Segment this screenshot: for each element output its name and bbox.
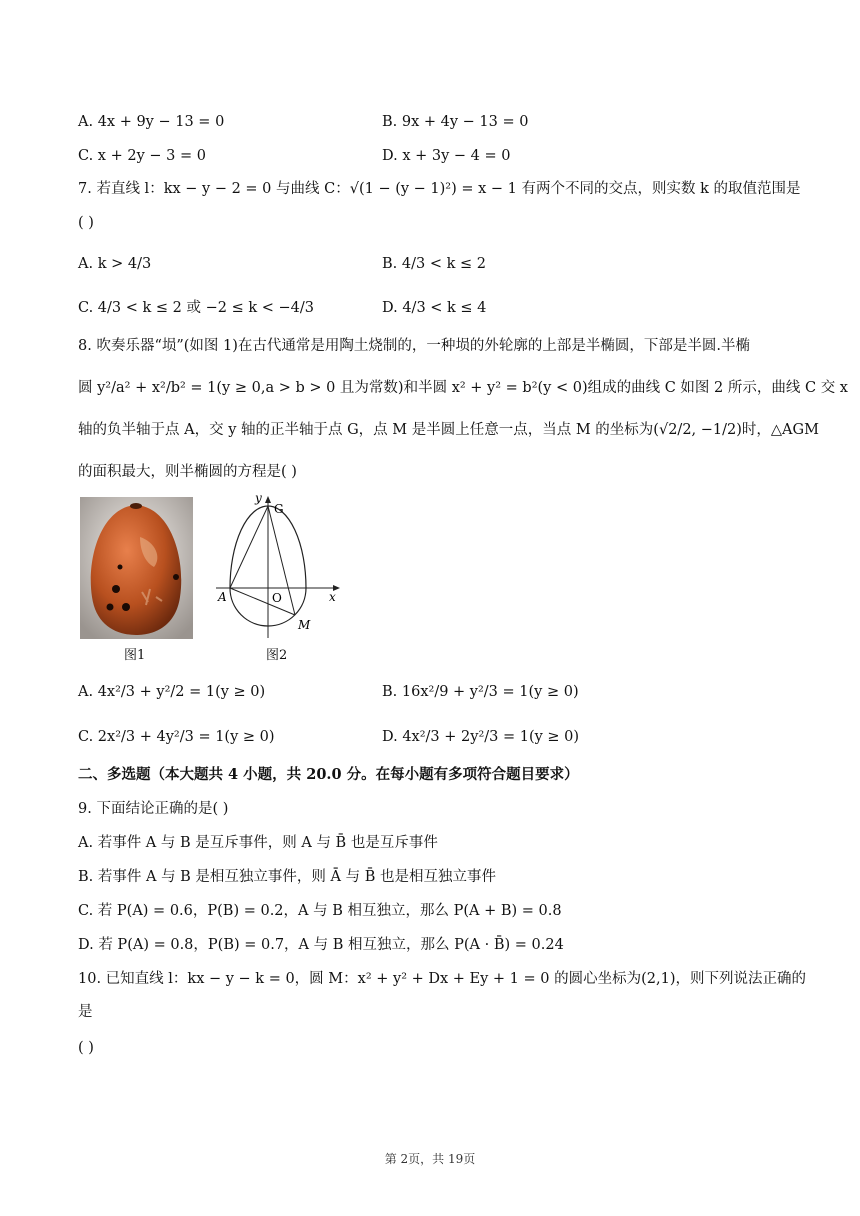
q10-stem-line2: 是 xyxy=(78,1004,93,1020)
q8-option-c: C. 2x²/3 + 4y²/3 = 1(y ≥ 0) xyxy=(78,729,275,745)
q8-option-d: D. 4x²/3 + 2y²/3 = 1(y ≥ 0) xyxy=(382,729,580,745)
q7-option-c: C. 4/3 < k ≤ 2 或 −2 ≤ k < −4/3 xyxy=(78,300,314,316)
xun-photo xyxy=(80,497,193,639)
q8-option-a: A. 4x²/3 + y²/2 = 1(y ≥ 0) xyxy=(78,684,266,700)
q7-option-d: D. 4/3 < k ≤ 4 xyxy=(382,300,487,316)
point-m-label: M xyxy=(298,618,311,632)
q8-stem-line1: 8. 吹奏乐器“埙”(如图 1)在古代通常是用陶土烧制的，一种埙的外轮廓的上部是半椭圆，下部是半圆.半椭 xyxy=(78,338,751,354)
q8-stem-line3: 轴的负半轴于点 A，交 y 轴的正半轴于点 G，点 M 是半圆上任意一点，当点 M 的坐标为(√2/2, −1/2)时，△AGM xyxy=(78,422,819,438)
q10-stem-line1: 10. 已知直线 l：kx − y − k = 0，圆 M：x² + y² + Dx + Ey + 1 = 0 的圆心坐标为(2,1)，则下列说法正确的 xyxy=(78,971,806,987)
q8-option-b: B. 16x²/9 + y²/3 = 1(y ≥ 0) xyxy=(382,684,579,700)
q6-option-d: D. x + 3y − 4 = 0 xyxy=(382,148,511,164)
page-footer: 第 2页，共 19页 xyxy=(384,1152,476,1166)
x-axis-label: x xyxy=(329,590,336,604)
figure-2-caption: 图2 xyxy=(266,648,288,663)
q6-option-b: B. 9x + 4y − 13 = 0 xyxy=(382,114,529,130)
q7-stem-line1: 7. 若直线 l：kx − y − 2 = 0 与曲线 C：√(1 − (y − 1)²) = x − 1 有两个不同的交点，则实数 k 的取值范围是 xyxy=(78,181,801,197)
q9-option-a: A. 若事件 A 与 B 是互斥事件，则 A 与 B̄ 也是互斥事件 xyxy=(78,835,438,851)
figure-1-caption: 图1 xyxy=(124,648,146,663)
point-a-label: A xyxy=(218,590,227,604)
q8-stem-line2: 圆 y²/a² + x²/b² = 1(y ≥ 0,a > b > 0 且为常数)和半圆 x² + y² = b²(y < 0)组成的曲线 C 如图 2 所示，曲线 C 交 x xyxy=(78,380,848,396)
section-heading-multi-choice: 二、多选题（本大题共 4 小题，共 20.0 分。在每小题有多项符合题目要求） xyxy=(78,766,579,783)
q8-stem-line4: 的面积最大，则半椭圆的方程是( ) xyxy=(78,464,297,480)
q9-option-c: C. 若 P(A) = 0.6，P(B) = 0.2，A 与 B 相互独立，那么 P(A + B) = 0.8 xyxy=(78,903,562,919)
q7-option-b: B. 4/3 < k ≤ 2 xyxy=(382,256,486,272)
curve-diagram xyxy=(212,493,342,643)
q6-option-c: C. x + 2y − 3 = 0 xyxy=(78,148,206,164)
q9-stem: 9. 下面结论正确的是( ) xyxy=(78,801,229,817)
y-axis-label: y xyxy=(255,493,262,505)
q9-option-d: D. 若 P(A) = 0.8，P(B) = 0.7，A 与 B 相互独立，那么 P(A · B̄) = 0.24 xyxy=(78,937,564,953)
figure-1-photo xyxy=(80,497,193,643)
q10-stem-line3: ( ) xyxy=(78,1040,94,1056)
q7-stem-line2: ( ) xyxy=(78,215,94,231)
q6-option-a: A. 4x + 9y − 13 = 0 xyxy=(78,114,225,130)
point-g-label: G xyxy=(274,502,284,516)
origin-label: O xyxy=(272,591,282,605)
figure-2-diagram xyxy=(212,493,342,647)
q9-option-b: B. 若事件 A 与 B 是相互独立事件，则 Ā 与 B̄ 也是相互独立事件 xyxy=(78,869,496,885)
q7-option-a: A. k > 4/3 xyxy=(78,256,152,272)
